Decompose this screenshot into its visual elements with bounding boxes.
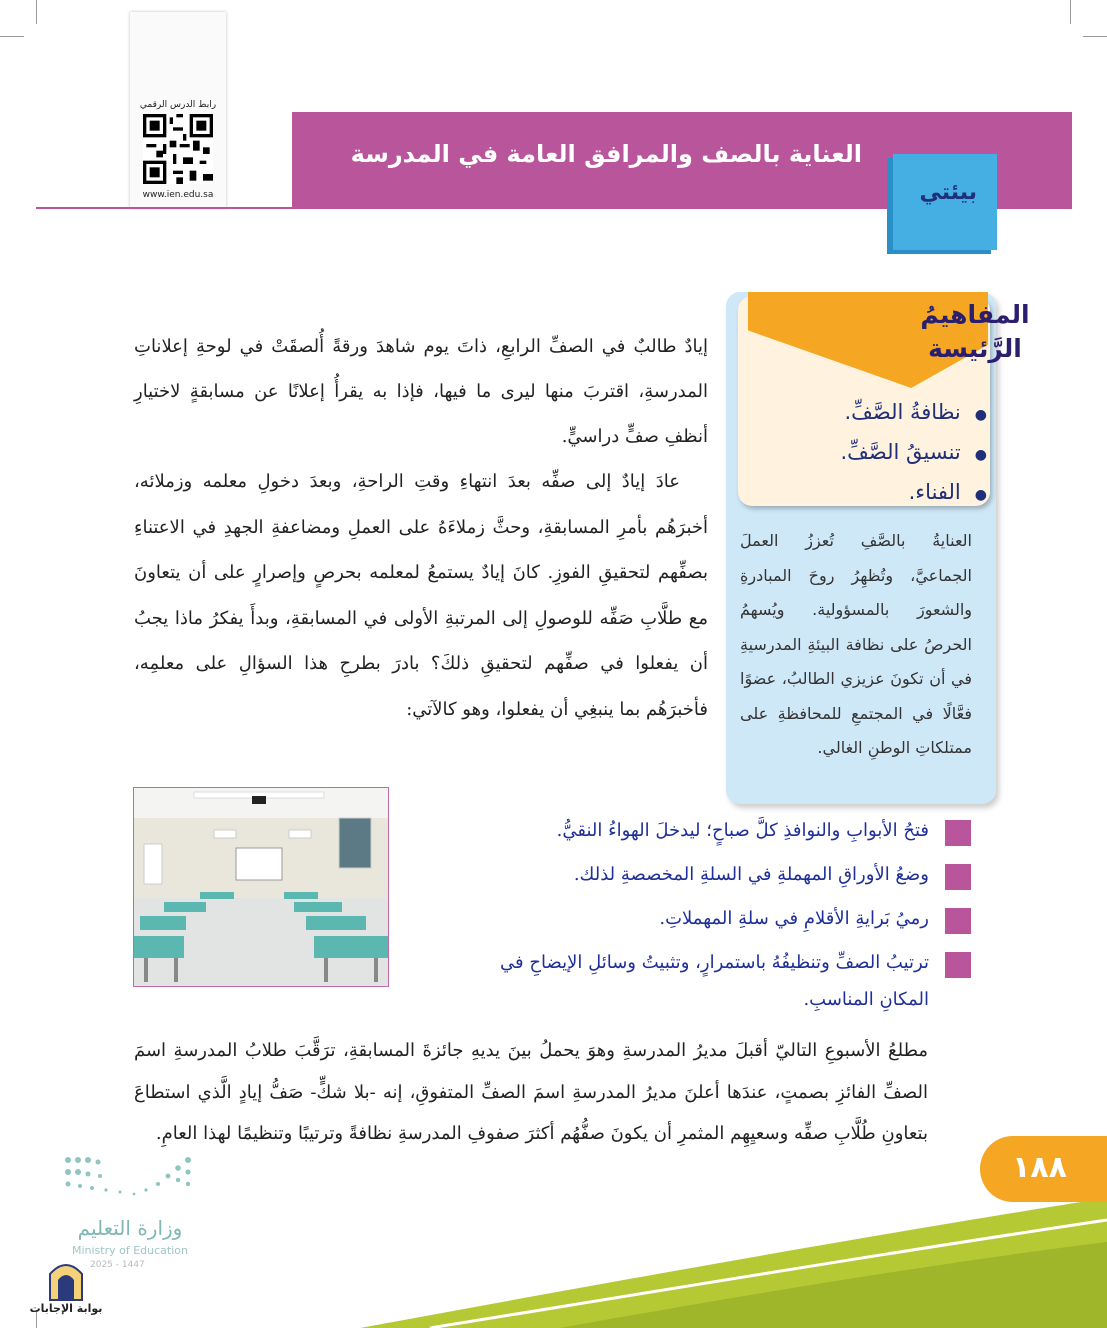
unit-tab bbox=[893, 154, 997, 250]
list-item bbox=[471, 944, 971, 1018]
page-number-tab bbox=[980, 1136, 1107, 1202]
bullet-square-icon bbox=[945, 908, 971, 934]
portal-name: بوابة الإجابات bbox=[29, 1302, 103, 1315]
concepts-title-line1: المفاهيمُ bbox=[920, 300, 1030, 329]
concepts-description: العنايةُ بالصَّفِ تُعززُ العملَ الجماعيَّ، وتُظهِرُ روحَ المبادرةِ والشعورَ بالمسؤولية. ويُسهمُ الحرصُ على نظافة البيئةِ المدرسيةِ في أن تكونَ عزيزي الطالبُ، عضوًا فعَّالًا في المجتمعِ للمحافظةِ على ممتلكاتِ الوطنِ الغالي. bbox=[740, 531, 972, 757]
ministry-name-en: Ministry of Education bbox=[71, 1244, 188, 1257]
action-text: وضعُ الأوراقِ المهملةِ في السلةِ المخصصةِ لذلك. bbox=[573, 864, 929, 885]
concepts-title-line2: الرَّئيسة bbox=[928, 334, 1022, 363]
bullet-square-icon bbox=[945, 820, 971, 846]
crop-mark bbox=[1083, 36, 1107, 37]
story-paragraph-2: عادَ إيادٌ إلى صفِّه بعدَ انتهاءِ وقتِ الراحةِ، وبعدَ دخولِ معلمه وزملائه، أخبرَهُم بأمرِ المسابقةِ، وحثَّ زملاءَهُ على العملِ ومضاعفةِ الجهدِ في الاعتناءِ بصفِّهم لتحقيقِ الفوزِ. كانَ إيادٌ يستمعُ لمعلمه بحرصٍ وإصرارٍ على أن يتعاونَ مع طلَّابِ صَفِّه للوصولِ إلى المرتبةِ الأولى في المسابقةِ، وبدأَ يفكرُ ماذا يجبُ أن يفعلوا في صفِّهم لتحقيقِ ذلكَ؟ بادرَ بطرحِ هذا السؤالِ على معلمِه، فأخبرَهُم بما ينبغِي أن يفعلوا، وهو كالآتي: bbox=[134, 471, 708, 720]
action-text: رميُ بَرايةِ الأقلامِ في سلةِ المهملاتِ. bbox=[659, 908, 929, 929]
bullet-square-icon bbox=[945, 952, 971, 978]
concept-item: ● الفناء. bbox=[840, 474, 987, 514]
qr-caption: رابط الدرس الرقمي bbox=[139, 100, 217, 110]
closing-paragraph: مطلعُ الأسبوعِ التاليّ أقبلَ مديرُ المدرسةِ وهوَ يحملُ بينَ يديهِ جائزةَ المسابقةِ، ترَقَّبَ طلابُ المدرسةِ اسمَ الصفِّ الفائزِ بصمتٍ، عندَها أعلنَ مديرُ المدرسةِ اسمَ الصفِّ المتفوقِ، إنه -بلا شكٍّ- صَفُّ إيادٍ الَّذي استطاعَ بتعاونِ طُلَّابِ صفِّه وسعيِهِم المثمرِ أن يكونَ صفُّهُم أكثرَ صفوفِ المدرسةِ نظافةً وترتيبًا وتنظيمًا لهذا العامِ. bbox=[134, 1040, 928, 1144]
action-list bbox=[471, 812, 971, 1025]
list-item bbox=[471, 900, 971, 937]
page-number: ١٨٨ bbox=[1012, 1150, 1067, 1185]
mosque-icon bbox=[26, 1256, 106, 1302]
ministry-dots-icon bbox=[60, 1150, 200, 1210]
qr-panel bbox=[130, 12, 226, 208]
crop-mark bbox=[36, 0, 37, 24]
bullet-square-icon bbox=[945, 864, 971, 890]
list-item bbox=[471, 812, 971, 849]
action-text: ترتيبُ الصفِّ وتنظيفُهُ باستمرارٍ، وتثبيتُ وسائلِ الإيضاحِ في المكانِ المناسبِ. bbox=[500, 952, 929, 1010]
ministry-name-ar: وزارة التعليم bbox=[77, 1216, 183, 1240]
action-text: فتحُ الأبوابِ والنوافذِ كلَّ صباحٍ؛ ليدخلَ الهواءُ النقيُّ. bbox=[556, 820, 929, 841]
qr-code-icon[interactable] bbox=[143, 114, 213, 184]
crop-mark bbox=[0, 36, 24, 37]
classroom-photo bbox=[133, 787, 389, 987]
crop-mark bbox=[1070, 0, 1071, 24]
qr-url[interactable]: www.ien.edu.sa bbox=[142, 190, 214, 200]
story-paragraph-1: إيادٌ طالبٌ في الصفِّ الرابعِ، ذاتَ يوم شاهدَ ورقةً أُلصقَتْ في لوحةِ إعلاناتِ المدرسةِ، اقتربَ منها ليرى ما فيها، فإذا به يقرأُ إعلانًا عن مسابقةٍ لاختيارِ أنظفِ صفٍّ دراسيٍّ. bbox=[134, 336, 708, 447]
unit-label: بيئتي bbox=[919, 180, 977, 205]
page-title: العناية بالصف والمرافق العامة في المدرسة bbox=[350, 140, 862, 168]
portal-logo bbox=[26, 1256, 106, 1320]
concepts-title bbox=[905, 298, 1045, 366]
concept-item: ● نظافةُ الصَّفِّ. bbox=[840, 394, 987, 434]
list-item bbox=[471, 856, 971, 893]
concept-item: ● تنسيقُ الصَّفِّ. bbox=[840, 434, 987, 474]
concepts-list bbox=[840, 394, 987, 514]
edition-year: 2025 - 1447 bbox=[90, 1260, 145, 1270]
